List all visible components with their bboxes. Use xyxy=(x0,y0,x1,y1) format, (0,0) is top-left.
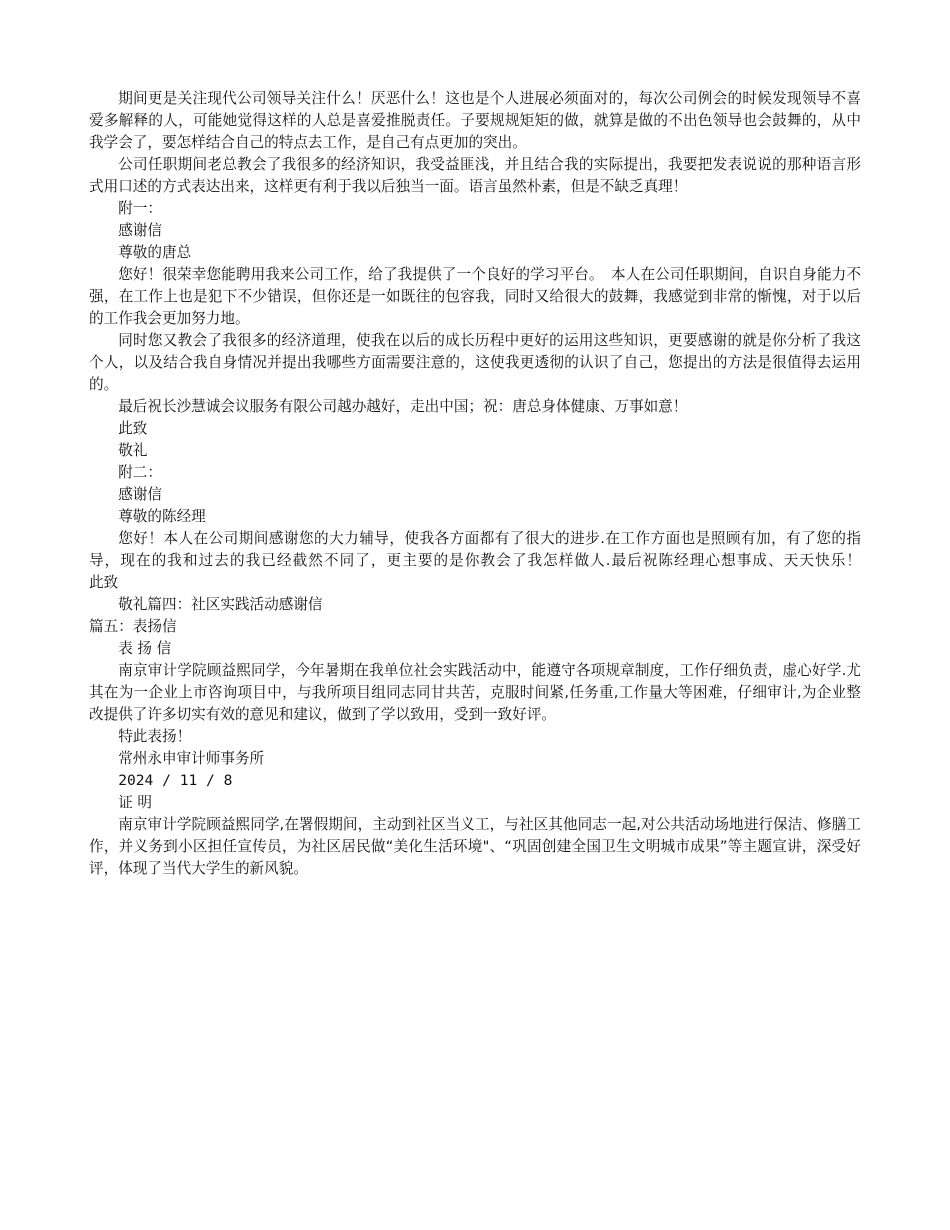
letter-closing: 此致 xyxy=(118,420,148,437)
section-heading: 篇五：表扬信 xyxy=(89,618,177,635)
commendation-closing: 特此表扬！ xyxy=(118,728,192,745)
certificate-title: 证 明 xyxy=(118,794,153,811)
paragraph-economics: 公司任职期间老总教会了我很多的经济知识，我受益匪浅，并且结合我的实际提出，我要把发表说说的那种语言形式用口述的方式表达出来，这样更有利于我以后独当一面。语言虽然朴素，但是不缺乏真理！ xyxy=(89,156,861,195)
letter-paragraph: 您好！很荣幸您能聘用我来公司工作，给了我提供了一个良好的学习平台。 本人在公司任职期间，自识自身能力不强，在工作上也是犯下不少错误，但你还是一如既往的包容我，同时又给很大的鼓舞，我感觉到非常的惭愧，对于以后的工作我会更加努力地。 xyxy=(89,266,861,327)
document-body xyxy=(89,88,920,880)
letter-title: 感谢信 xyxy=(118,486,162,503)
letter-closing: 敬礼 xyxy=(118,442,148,459)
commendation-paragraph: 南京审计学院顾益熙同学，今年暑期在我单位社会实践活动中，能遵守各项规章制度，工作仔细负责，虚心好学.尤其在为一企业上市咨询项目中，与我所项目组同志同甘共苦，克服时间紧,任务重,工作量大等困难，仔细审计,为企业整改提供了许多切实有效的意见和建议，做到了学以致用，受到一致好评。 xyxy=(89,662,861,723)
appendix-two-heading: 附二： xyxy=(118,464,162,481)
appendix-one-heading: 附一： xyxy=(118,200,162,217)
letter-paragraph: 同时您又教会了我很多的经济道理，使我在以后的成长历程中更好的运用这些知识，更要感谢的就是你分析了我这个人，以及结合我自身情况并提出我哪些方面需要注意的，这使我更透彻的认识了自己，您提出的方法是很值得去运用的。 xyxy=(89,332,861,393)
letter-salutation: 尊敬的陈经理 xyxy=(118,508,206,525)
certificate-paragraph: 南京审计学院顾益熙同学,在署假期间，主动到社区当义工，与社区其他同志一起,对公共活动场地进行保洁、修膳工作，并义务到小区担任宣传员，为社区居民做“美化生活环境"、“巩固创建全国卫生文明城市成果”等主题宣讲，深受好评，体现了当代大学生的新风貌。 xyxy=(89,816,861,877)
letter-paragraph: 您好！本人在公司期间感谢您的大力辅导，使我各方面都有了很大的进步.在工作方面也是照顾有加，有了您的指导，现在的我和过去的我已经截然不同了，更主要的是你教会了我怎样做人.最后祝陈经理心想事成、天天快乐！ 此致 xyxy=(89,530,920,591)
commendation-signature: 常州永申审计师事务所 xyxy=(118,750,265,767)
letter-paragraph: 最后祝长沙慧诚会议服务有限公司越办越好，走出中国；祝：唐总身体健康、万事如意！ xyxy=(118,398,688,415)
letter-title: 感谢信 xyxy=(118,222,162,239)
letter-closing: 敬礼篇四：社区实践活动感谢信 xyxy=(118,596,323,613)
commendation-title: 表 扬 信 xyxy=(118,640,172,657)
letter-salutation: 尊敬的唐总 xyxy=(118,244,192,261)
paragraph-leadership: 期间更是关注现代公司领导关注什么！厌恶什么！这也是个人进展必须面对的，每次公司例会的时候发现领导不喜爱多解释的人，可能她觉得这样的人总是喜爱推脱责任。子要规规矩矩的做，就算是做的不出色领导也会鼓舞的，从中我学会了，要怎样结合自己的特点去工作，是自己有点更加的突出。 xyxy=(89,90,861,151)
commendation-date: 2024 / 11 / 8 xyxy=(118,772,233,789)
